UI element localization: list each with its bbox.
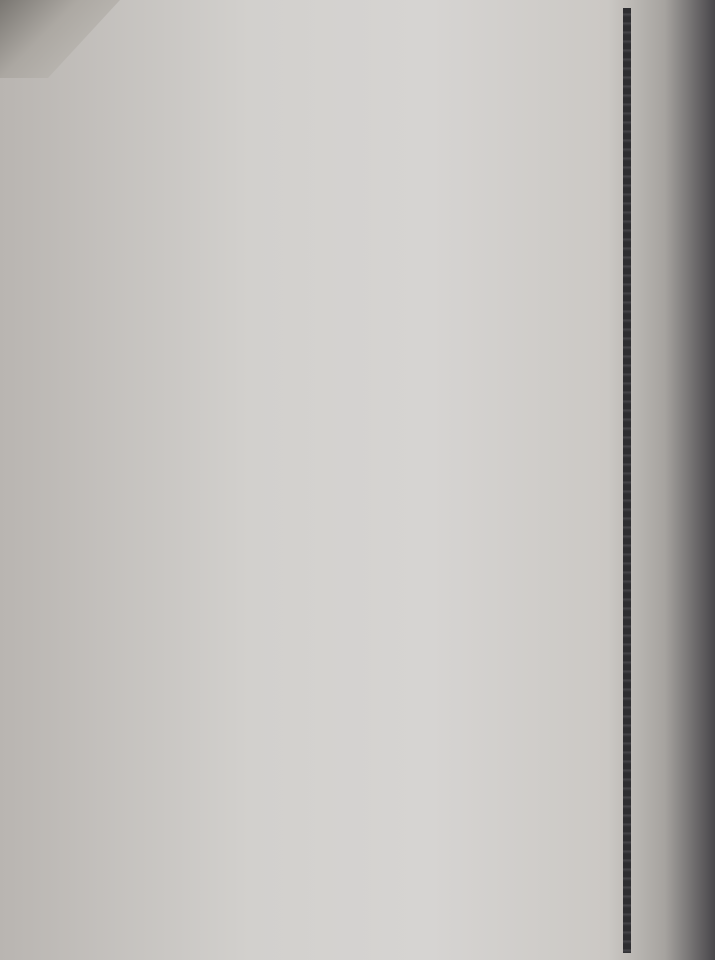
page-curl (0, 0, 120, 78)
binding-margin-line (623, 8, 631, 953)
